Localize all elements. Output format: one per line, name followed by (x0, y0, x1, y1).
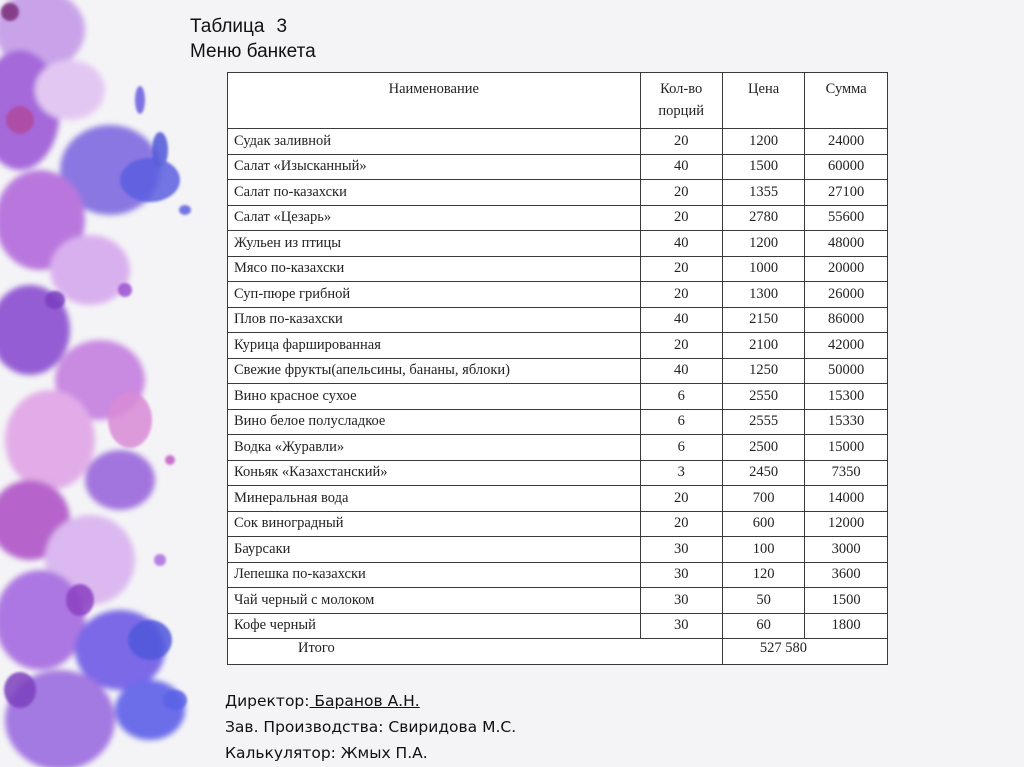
cell-qty: 30 (640, 613, 722, 639)
table-header-row (228, 73, 888, 129)
cell-qty: 20 (640, 333, 722, 359)
cell-name: Минеральная вода (228, 486, 641, 512)
table-row (228, 384, 888, 410)
cell-sum: 1800 (805, 613, 888, 639)
cell-name: Лепешка по-казахски (228, 562, 641, 588)
table-row (228, 282, 888, 308)
cell-price: 1250 (722, 358, 805, 384)
cell-qty: 20 (640, 205, 722, 231)
table-row (228, 486, 888, 512)
cell-sum: 26000 (805, 282, 888, 308)
header-qty-line1: Кол-во (660, 81, 703, 97)
cell-qty: 6 (640, 435, 722, 461)
table-row (228, 511, 888, 537)
cell-sum: 48000 (805, 231, 888, 257)
cell-name: Кофе черный (228, 613, 641, 639)
cell-qty: 20 (640, 282, 722, 308)
cell-price: 700 (722, 486, 805, 512)
table-row (228, 409, 888, 435)
cell-name: Курица фаршированная (228, 333, 641, 359)
cell-price: 120 (722, 562, 805, 588)
cell-name: Чай черный с молоком (228, 588, 641, 614)
cell-qty: 20 (640, 486, 722, 512)
director-line (225, 688, 516, 714)
table-label: Таблица (190, 16, 265, 37)
cell-name: Судак заливной (228, 129, 641, 155)
cell-price: 600 (722, 511, 805, 537)
cell-price: 2555 (722, 409, 805, 435)
cell-name: Вино красное сухое (228, 384, 641, 410)
cell-sum: 86000 (805, 307, 888, 333)
cell-qty: 20 (640, 256, 722, 282)
cell-price: 50 (722, 588, 805, 614)
cell-price: 1200 (722, 231, 805, 257)
table-subtitle: Меню банкета (190, 41, 316, 62)
cell-qty: 6 (640, 384, 722, 410)
total-value: 527 580 (722, 639, 887, 665)
table-row (228, 460, 888, 486)
table-row (228, 180, 888, 206)
signatures-block (225, 688, 516, 766)
table-row (228, 307, 888, 333)
header-sum: Сумма (805, 73, 888, 129)
cell-qty: 40 (640, 358, 722, 384)
table-row (228, 256, 888, 282)
watercolor-splash-decoration (0, 0, 230, 767)
cell-price: 2450 (722, 460, 805, 486)
header-qty (640, 73, 722, 129)
director-label: Директор: (225, 692, 310, 710)
cell-qty: 40 (640, 231, 722, 257)
cell-name: Суп-пюре грибной (228, 282, 641, 308)
banquet-menu-table (227, 72, 888, 665)
cell-qty: 6 (640, 409, 722, 435)
cell-sum: 3600 (805, 562, 888, 588)
cell-qty: 40 (640, 307, 722, 333)
cell-name: Водка «Журавли» (228, 435, 641, 461)
table-row (228, 588, 888, 614)
table-row (228, 537, 888, 563)
calculator-line: Калькулятор: Жмых П.А. (225, 744, 428, 762)
table-row (228, 562, 888, 588)
cell-qty: 3 (640, 460, 722, 486)
cell-price: 2150 (722, 307, 805, 333)
cell-sum: 55600 (805, 205, 888, 231)
director-name: Баранов А.Н. (309, 692, 420, 710)
cell-sum: 15300 (805, 384, 888, 410)
cell-qty: 20 (640, 180, 722, 206)
cell-qty: 40 (640, 154, 722, 180)
table-row (228, 613, 888, 639)
cell-price: 1300 (722, 282, 805, 308)
header-price: Цена (722, 73, 805, 129)
table-row (228, 435, 888, 461)
table-heading (190, 14, 316, 64)
cell-sum: 24000 (805, 129, 888, 155)
table-row (228, 154, 888, 180)
cell-price: 2550 (722, 384, 805, 410)
cell-name: Салат «Изысканный» (228, 154, 641, 180)
cell-price: 2100 (722, 333, 805, 359)
cell-sum: 15000 (805, 435, 888, 461)
cell-qty: 30 (640, 537, 722, 563)
cell-price: 60 (722, 613, 805, 639)
header-name: Наименование (228, 73, 641, 129)
cell-sum: 1500 (805, 588, 888, 614)
table-row (228, 231, 888, 257)
cell-sum: 7350 (805, 460, 888, 486)
total-label: Итого (228, 639, 723, 665)
cell-sum: 12000 (805, 511, 888, 537)
production-manager-line: Зав. Производства: Свиридова М.С. (225, 718, 517, 736)
cell-price: 2780 (722, 205, 805, 231)
cell-sum: 15330 (805, 409, 888, 435)
cell-qty: 30 (640, 562, 722, 588)
table-row (228, 358, 888, 384)
cell-qty: 20 (640, 129, 722, 155)
cell-qty: 20 (640, 511, 722, 537)
cell-sum: 42000 (805, 333, 888, 359)
cell-sum: 3000 (805, 537, 888, 563)
cell-name: Плов по-казахски (228, 307, 641, 333)
cell-price: 1500 (722, 154, 805, 180)
cell-name: Жульен из птицы (228, 231, 641, 257)
cell-price: 1355 (722, 180, 805, 206)
cell-name: Вино белое полусладкое (228, 409, 641, 435)
table-row (228, 129, 888, 155)
cell-sum: 14000 (805, 486, 888, 512)
cell-sum: 20000 (805, 256, 888, 282)
cell-name: Салат по-казахски (228, 180, 641, 206)
cell-price: 2500 (722, 435, 805, 461)
cell-price: 100 (722, 537, 805, 563)
total-row (228, 639, 888, 665)
cell-name: Свежие фрукты(апельсины, бананы, яблоки) (228, 358, 641, 384)
table-row (228, 205, 888, 231)
header-qty-line2: порций (658, 103, 704, 119)
cell-name: Баурсаки (228, 537, 641, 563)
cell-sum: 60000 (805, 154, 888, 180)
cell-name: Салат «Цезарь» (228, 205, 641, 231)
cell-name: Мясо по-казахски (228, 256, 641, 282)
table-row (228, 333, 888, 359)
cell-name: Сок виноградный (228, 511, 641, 537)
cell-sum: 50000 (805, 358, 888, 384)
cell-name: Коньяк «Казахстанский» (228, 460, 641, 486)
cell-price: 1200 (722, 129, 805, 155)
cell-sum: 27100 (805, 180, 888, 206)
table-number: 3 (276, 16, 288, 37)
cell-qty: 30 (640, 588, 722, 614)
table-title (190, 14, 316, 39)
cell-price: 1000 (722, 256, 805, 282)
